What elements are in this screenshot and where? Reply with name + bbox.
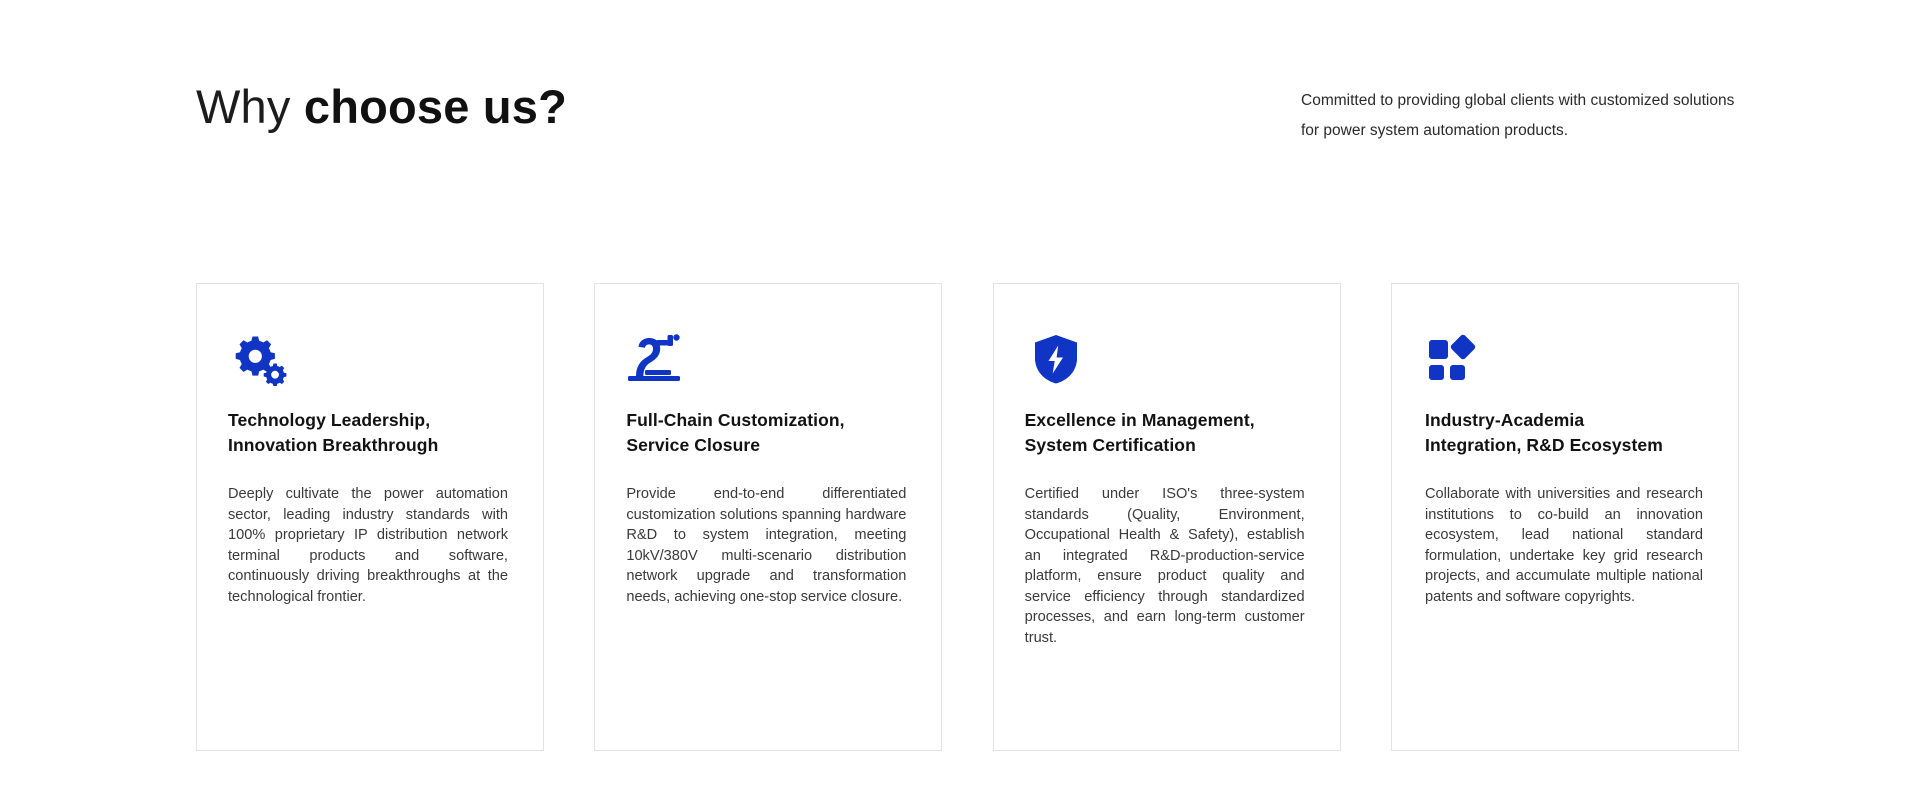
page-title <box>196 78 567 136</box>
section-header <box>196 78 1746 148</box>
feature-card-title: Excellence in Management, System Certification <box>1024 410 1255 455</box>
feature-card <box>1391 283 1739 751</box>
blocks-diamond-icon <box>1425 332 1703 386</box>
shield-bolt-icon <box>1025 332 1305 386</box>
feature-card-title: Industry-Academia Integration, R&D Ecosystem <box>1424 410 1663 455</box>
feature-card-title: Technology Leadership, Innovation Breakthrough <box>228 410 439 455</box>
feature-card-title: Full-Chain Customization, Service Closure <box>626 410 845 455</box>
feature-card-body: Collaborate with universities and research institutions to co-build an innovation ecosystem, lead national standard formulation, undertake key grid research projects, and accumulate multiple national patents and software copyrights. <box>1424 486 1703 605</box>
feature-card-body: Deeply cultivate the power automation sector, leading industry standards with 100% proprietary IP distribution network terminal products and software, continuously driving breakthroughs at the technological frontier. <box>228 486 508 605</box>
feature-card <box>196 283 544 751</box>
feature-card-list <box>196 283 1739 751</box>
page-title-bold: choose us? <box>303 80 568 133</box>
feature-card <box>993 283 1341 751</box>
section-subtitle: Committed to providing global clients with customized solutions for power system automation products. <box>1301 92 1735 139</box>
feature-card-body: Provide end-to-end differentiated customization solutions spanning hardware R&D to system integration, meeting 10kV/380V multi-scenario distribution network upgrade and transformation needs, achieving one-stop service closure. <box>626 486 907 605</box>
gears-icon <box>228 332 508 386</box>
page-title-light: Why <box>196 80 304 133</box>
robot-arm-icon <box>626 332 906 386</box>
feature-card <box>594 283 942 751</box>
feature-card-body: Certified under ISO's three-system standards (Quality, Environment, Occupational Health & Safety), establish an integrated R&D-production-service platform, ensure product quality and service efficiency through standardized processes, and earn long-term customer trust. <box>1024 486 1305 646</box>
